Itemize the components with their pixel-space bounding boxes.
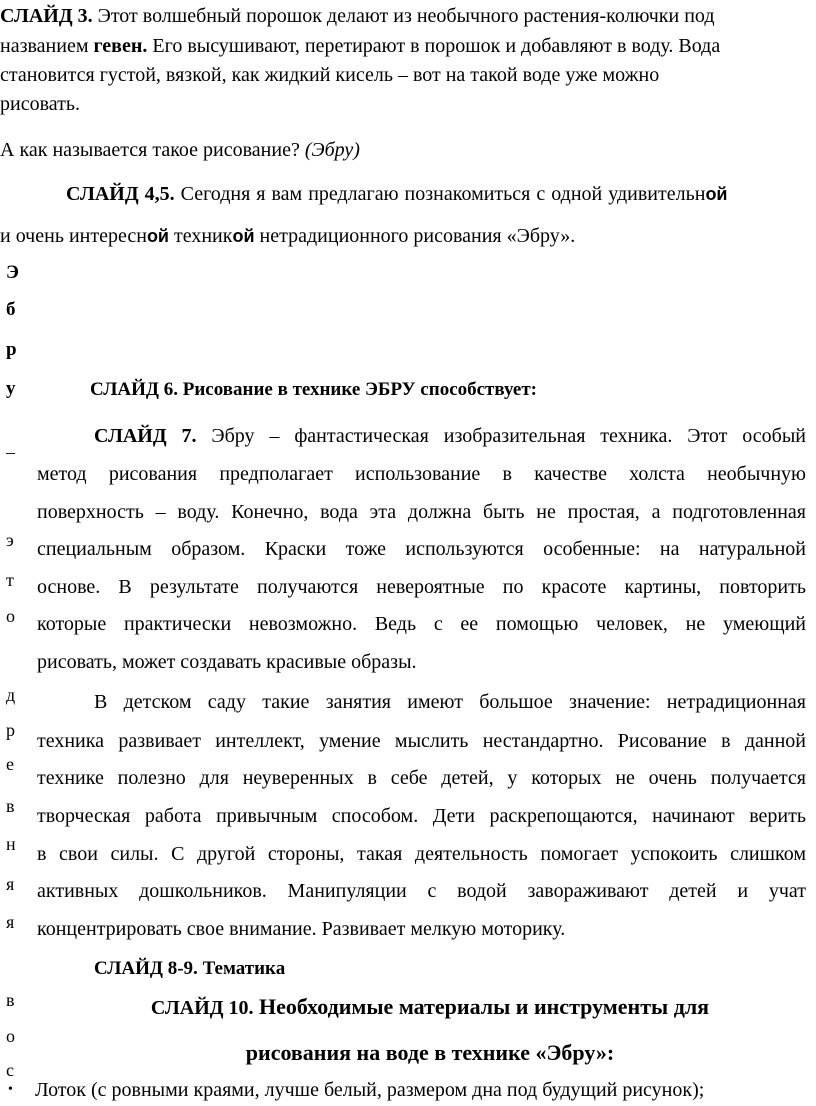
slide7-line: поверхность – воду. Конечно, вода эта должна быть не простая, а подготовленная xyxy=(37,501,806,523)
slide3-line2: названием гевен. Его высушивают, перетирают в порошок и добавляют в воду. Вода xyxy=(0,35,721,57)
kindergarten-line: творческая работа привычным способом. Дети раскрепощаются, начинают верить xyxy=(37,805,806,827)
vertical-letter: р xyxy=(6,720,15,740)
slide10-heading-line1: СЛАЙД 10. Необходимые материалы и инструменты для xyxy=(150,994,710,1019)
vertical-letter: о xyxy=(6,1026,15,1046)
slide3-line4: рисовать. xyxy=(0,93,80,115)
slide3-line3: становится густой, вязкой, как жидкий кисель – вот на такой воде уже можно xyxy=(0,64,660,86)
kindergarten-line1: В детском саду такие занятия имеют большое значение: нетрадиционная xyxy=(94,691,806,713)
slide45-line1: СЛАЙД 4,5. Сегодня я вам предлагаю познакомиться с одной удивительной xyxy=(66,183,728,205)
vertical-letter: э xyxy=(6,530,14,550)
slide7-line1: СЛАЙД 7. Эбру – фантастическая изобразительная техника. Этот особый xyxy=(94,425,806,447)
slide7-line-last: рисовать, может создавать красивые образы. xyxy=(37,651,417,673)
vertical-letter: о xyxy=(6,606,15,626)
vertical-letter: я xyxy=(6,874,15,894)
vertical-letter: н xyxy=(6,834,16,854)
question-line xyxy=(0,138,360,162)
vertical-letter: б xyxy=(6,299,16,320)
slide7-line: которые практически невозможно. Ведь с ее помощью человек, не умеющий xyxy=(37,613,806,635)
vertical-letter: Э xyxy=(6,262,19,283)
slide10-heading-line2: рисования на воде в технике «Эбру»: xyxy=(245,1040,615,1065)
gevan-term: гевен. xyxy=(93,35,148,57)
vertical-letter: е xyxy=(6,754,14,774)
kindergarten-line: техника развивает интеллект, умение мыслить нестандартно. Рисование в данной xyxy=(37,730,806,752)
vertical-letter: т xyxy=(6,570,14,590)
vertical-letter: у xyxy=(6,378,16,399)
slide3-text-1: Этот волшебный порошок делают из необычного растения-колючки под xyxy=(97,5,715,27)
kindergarten-line-last: концентрировать свое внимание. Развивает мелкую моторику. xyxy=(37,918,566,940)
kindergarten-line: технике полезно для неуверенных в себе детей, у которых не очень получается xyxy=(37,767,806,789)
slide7-line: специальным образом. Краски тоже используются особенные: на натуральной xyxy=(37,538,806,560)
slide6-label: СЛАЙД 6. xyxy=(90,379,178,400)
slide7-line: метод рисования предполагает использование в качестве холста необычную xyxy=(37,463,806,485)
kindergarten-line: в свои силы. С другой стороны, такая деятельность помогает успокоить слишком xyxy=(37,843,806,865)
vertical-letter: с xyxy=(6,1060,14,1080)
bullet-icon: • xyxy=(8,1082,13,1097)
question-text: А как называется такое рисование? xyxy=(0,139,300,161)
vertical-letter: – xyxy=(6,442,15,462)
list-item-text: Лоток (с ровными краями, лучше белый, размером дна под будущий рисунок); xyxy=(35,1079,705,1101)
question-answer: (Эбру) xyxy=(304,139,360,161)
slide89-label: СЛАЙД 8-9. xyxy=(94,958,198,979)
kindergarten-line: активных дошкольников. Манипуляции с водой завораживают детей и учат xyxy=(37,880,806,902)
slide89-text: Тематика xyxy=(202,958,286,979)
slide3-line1 xyxy=(0,4,715,28)
slide7-line: основе. В результате получаются невероятные по красоте картины, повторить xyxy=(37,576,806,598)
vertical-letter: в xyxy=(6,990,15,1010)
slide45-line2: и очень интересной техникой нетрадиционного рисования «Эбру». xyxy=(0,225,576,247)
slide7-label: СЛАЙД 7. xyxy=(94,425,197,447)
slide6-text: Рисование в технике ЭБРУ способствует: xyxy=(182,379,538,400)
slide3-label: СЛАЙД 3. xyxy=(0,5,93,27)
slide10-label: СЛАЙД 10. xyxy=(150,997,254,1019)
slide6-line xyxy=(90,378,537,402)
vertical-letter: р xyxy=(6,339,17,360)
vertical-letter: в xyxy=(6,796,15,816)
slide89-line xyxy=(94,957,285,981)
vertical-letter: я xyxy=(6,912,15,932)
slide45-label: СЛАЙД 4,5. xyxy=(66,183,175,205)
vertical-letter: д xyxy=(6,685,16,705)
